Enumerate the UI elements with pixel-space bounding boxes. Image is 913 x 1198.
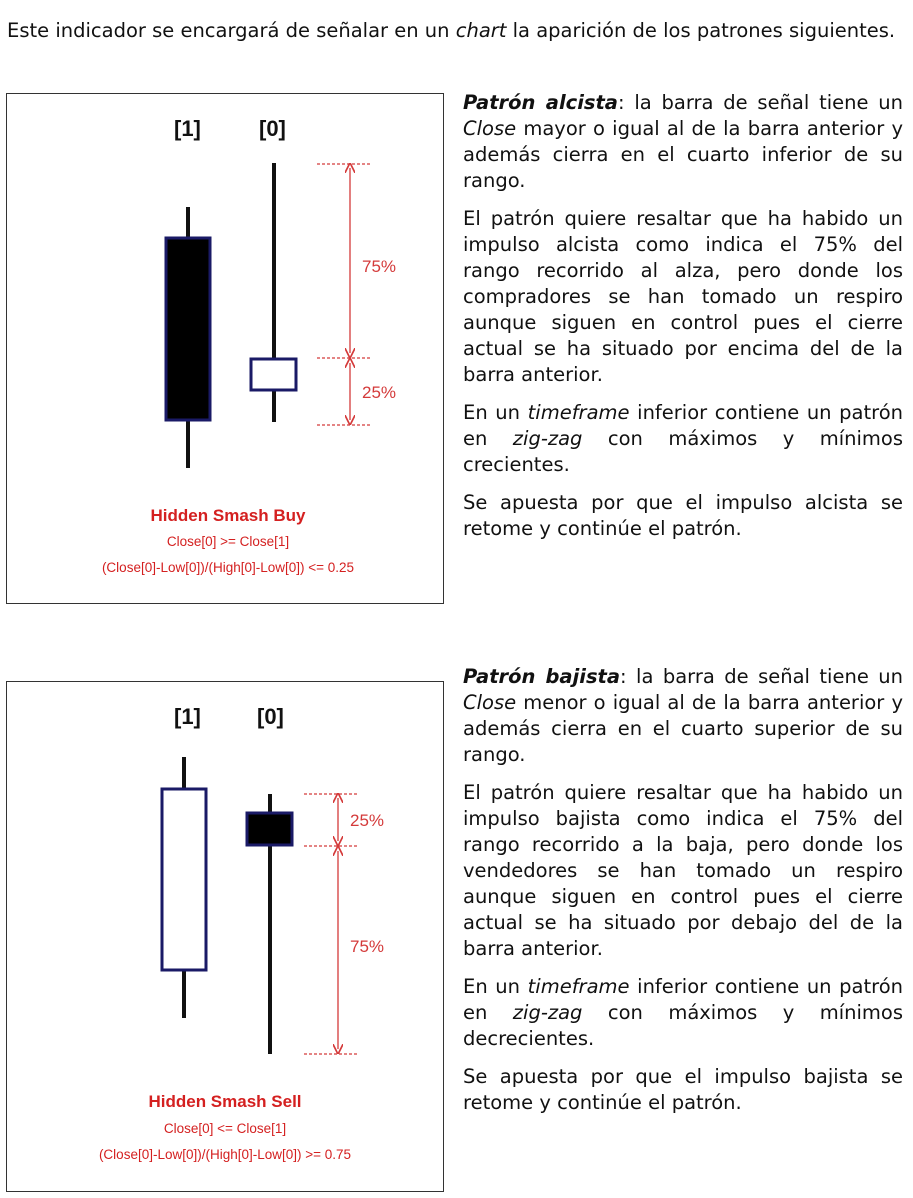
figure-hidden-smash-sell — [6, 681, 444, 1192]
chart-bear — [7, 682, 445, 1193]
candle-curr-body — [251, 359, 296, 390]
bull-p3-a: En un — [463, 401, 528, 424]
intro-italic: chart — [455, 19, 507, 42]
intro-paragraph — [7, 18, 907, 44]
bear-p3-italic1: timeframe — [527, 975, 630, 998]
bear-description — [463, 664, 903, 1128]
bar-label-curr: [0] — [257, 704, 284, 729]
pct-bottom: 75% — [350, 937, 385, 956]
bull-p2: El patrón quiere resaltar que ha habido un impulso alcista como indica el 75% del rango recorrido al alza, pero donde los compradores se han tomado un respiro aunque siguen en control pues el cierre actual se ha situado por encima del de la barra anterior. — [463, 207, 903, 386]
figure-title: Hidden Smash Sell — [148, 1092, 302, 1111]
bear-p2: El patrón quiere resaltar que ha habido un impulso bajista como indica el 75% del rango recorrido a la baja, pero donde los vendedores se han tomado un respiro aunque siguen en control pues el cierre actual se ha situado por debajo del de la barra anterior. — [463, 781, 903, 960]
formula-1: Close[0] >= Close[1] — [166, 534, 290, 549]
bear-p1-b: menor o igual al de la barra anterior y además cierra en el cuarto superior de su rango. — [463, 691, 903, 766]
bar-label-curr: [0] — [259, 116, 286, 141]
bull-heading: Patrón alcista — [463, 91, 618, 114]
formula-1: Close[0] <= Close[1] — [163, 1121, 287, 1136]
pct-top: 75% — [362, 257, 397, 276]
bull-p1-a: : la barra de señal tiene un — [617, 91, 903, 114]
bull-p3-b: inferior contiene un patrón en — [463, 401, 904, 450]
candle-prev-body — [162, 789, 206, 970]
bear-p1 — [463, 664, 903, 768]
bear-p3 — [463, 974, 903, 1052]
bull-p4: Se apuesta por que el impulso alcista se retome y continúe el patrón. — [463, 491, 903, 540]
bull-p1-b: mayor o igual al de la barra anterior y además cierra en el cuarto inferior de su rango. — [463, 117, 903, 192]
bear-p1-a: : la barra de señal tiene un — [620, 665, 903, 688]
pct-top: 25% — [350, 811, 385, 830]
formula-2: (Close[0]-Low[0])/(High[0]-Low[0]) >= 0.75 — [98, 1147, 352, 1162]
figure-title: Hidden Smash Buy — [150, 506, 306, 525]
figure-hidden-smash-buy — [6, 93, 444, 604]
bar-label-prev: [1] — [174, 704, 201, 729]
bull-description — [463, 90, 903, 554]
bull-p1-italic: Close — [463, 117, 517, 140]
pct-bottom: 25% — [362, 383, 397, 402]
bear-p1-italic: Close — [463, 691, 517, 714]
bull-p3-c: con máximos y mínimos crecientes. — [463, 427, 903, 476]
intro-text-end: la aparición de los patrones siguientes. — [506, 19, 896, 42]
bull-p3 — [463, 400, 903, 478]
formula-2: (Close[0]-Low[0])/(High[0]-Low[0]) <= 0.25 — [101, 560, 355, 575]
bull-p3-italic2: zig-zag — [512, 427, 583, 450]
bull-p3-italic1: timeframe — [527, 401, 630, 424]
chart-bull — [7, 94, 445, 605]
bear-p3-italic2: zig-zag — [512, 1001, 583, 1024]
bull-p1 — [463, 90, 903, 194]
bear-heading: Patrón bajista — [463, 665, 621, 688]
bear-p3-c: con máximos y mínimos decrecientes. — [463, 1001, 903, 1050]
bear-p3-a: En un — [463, 975, 528, 998]
intro-text: Este indicador se encargará de señalar en un — [7, 19, 456, 42]
bear-p4: Se apuesta por que el impulso bajista se retome y continúe el patrón. — [463, 1065, 903, 1114]
candle-curr-body — [247, 813, 292, 845]
bear-p3-b: inferior contiene un patrón en — [463, 975, 904, 1024]
candle-prev-body — [166, 238, 210, 420]
bar-label-prev: [1] — [174, 116, 201, 141]
